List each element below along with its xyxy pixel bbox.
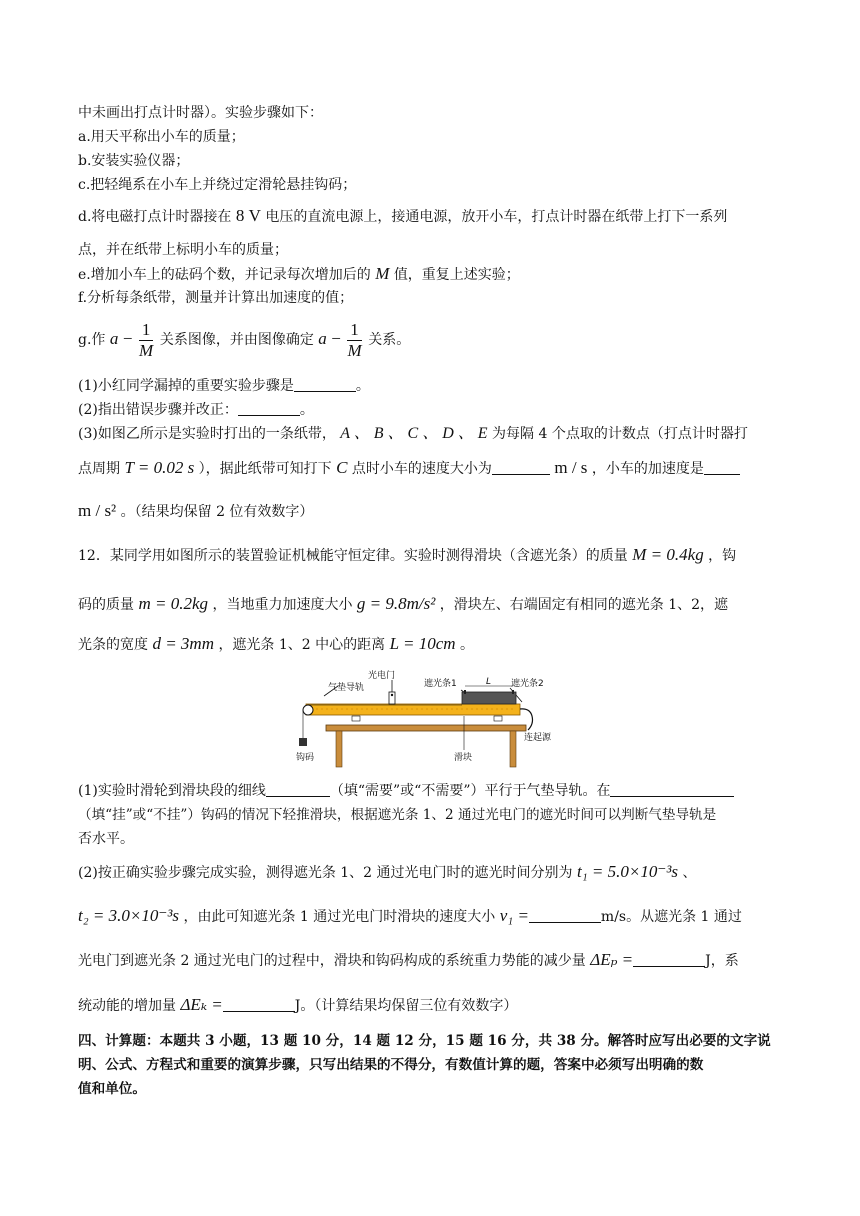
numerator: 1 xyxy=(139,320,154,341)
text: (3)如图乙所示是实验时打出的一条纸带， xyxy=(78,426,336,442)
answer-blank[interactable] xyxy=(633,952,705,967)
text: 关系。 xyxy=(368,332,411,348)
table-leg xyxy=(510,731,516,767)
math-distance: L = 10cm xyxy=(389,634,456,653)
math-delta-Ek: ΔEₖ = xyxy=(180,995,223,1014)
text: 为每隔 4 个点取的计数点（打点计时器打 xyxy=(492,426,748,442)
step-e xyxy=(78,264,784,285)
text: ，滑块左、右端固定有相同的遮光条 1、2，遮 xyxy=(439,597,729,613)
math-mass-m: m = 0.2kg xyxy=(138,594,208,613)
text: 关系图像，并由图像确定 xyxy=(159,332,314,348)
answer-blank[interactable] xyxy=(223,997,295,1012)
step-d xyxy=(78,206,784,227)
text: 值和单位。 xyxy=(78,1081,146,1097)
step-c xyxy=(78,175,784,195)
text: (1)实验时滑轮到滑块段的细线 xyxy=(78,783,266,799)
math-C: C xyxy=(336,458,348,477)
sub-question-1-end xyxy=(78,829,784,849)
hanging-weight xyxy=(299,738,307,746)
answer-blank[interactable] xyxy=(238,401,300,416)
table-leg xyxy=(336,731,342,767)
table-top xyxy=(326,725,526,731)
light-strip-2 xyxy=(512,690,514,694)
label-L: L xyxy=(486,677,492,687)
math-a: a xyxy=(318,329,327,348)
step-b xyxy=(78,151,784,171)
fraction-1-over-M xyxy=(347,320,362,361)
text: 。 xyxy=(460,637,475,653)
text: （填“挂”或“不挂”）钩码的情况下轻推滑块，根据遮光条 1、2 通过光电门的遮光时间可以判断气垫导轨是 xyxy=(78,807,717,823)
problem-12 xyxy=(78,545,784,566)
text: g.作 xyxy=(78,332,106,348)
text: 值，重复上述实验； xyxy=(393,267,520,283)
text: 点周期 xyxy=(78,461,120,477)
label-weight: 钩码 xyxy=(296,753,315,763)
text: 12．某同学用如图所示的装置验证机械能守恒定律。实验时测得滑块（含遮光条）的质量 xyxy=(78,548,628,564)
question-1 xyxy=(78,376,784,396)
photogate-sensor xyxy=(391,694,393,696)
math-M: M xyxy=(375,264,390,283)
text: b.安装实验仪器； xyxy=(78,153,190,169)
text: 、 xyxy=(682,865,697,881)
text: 统动能的增加量 xyxy=(78,998,176,1014)
sub-question-2 xyxy=(78,862,784,883)
math-width: d = 3mm xyxy=(152,634,214,653)
section-4-heading xyxy=(78,1031,784,1051)
step-d-cont xyxy=(78,240,784,260)
light-strip-1 xyxy=(464,690,466,694)
section-4-heading-end xyxy=(78,1079,784,1099)
text: f.分析每条纸带，测量并计算出加速度的值； xyxy=(78,290,354,306)
math-gravity: g = 9.8m/s² xyxy=(356,594,436,613)
text: m/s。从遮光条 1 通过 xyxy=(600,909,742,925)
answer-blank[interactable] xyxy=(610,782,734,797)
math-points: A 、 B 、 C 、 D 、 E xyxy=(340,425,488,442)
label-slider: 滑块 xyxy=(454,753,473,763)
text: ，由此可知遮光条 1 通过光电门时滑块的速度大小 xyxy=(183,909,496,925)
math-t2: t₂ = 3.0×10⁻³s xyxy=(78,906,180,925)
text: 。 xyxy=(355,378,370,394)
question-3-end xyxy=(78,501,784,522)
air-track xyxy=(306,704,520,715)
math-unit: m / s² xyxy=(78,501,117,520)
text: （填“需要”或“不需要”）平行于气垫导轨。在 xyxy=(329,783,611,799)
text: ，钩 xyxy=(708,548,737,564)
question-3-cont xyxy=(78,458,784,479)
answer-blank[interactable] xyxy=(294,377,356,392)
math-v1: v₁ = xyxy=(499,906,529,925)
math-t1: t₁ = 5.0×10⁻³s xyxy=(577,862,679,881)
track-foot xyxy=(352,716,360,721)
math-unit: m / s xyxy=(554,458,588,477)
math-minus: − xyxy=(331,329,341,348)
text: 点，并在纸带上标明小车的质量； xyxy=(78,242,288,258)
text: 四、计算题：本题共 3 小题，13 题 10 分，14 题 12 分，15 题 16 分，共 38 分。解答时应写出必要的文字说 xyxy=(78,1033,771,1049)
fraction-1-over-M xyxy=(139,320,154,361)
text: a.用天平称出小车的质量； xyxy=(78,129,245,145)
math-mass-M: M = 0.4kg xyxy=(632,545,704,564)
sub-question-2-cont xyxy=(78,906,784,927)
text: (1)小红同学漏掉的重要实验步骤是 xyxy=(78,378,294,394)
pulley xyxy=(303,705,313,715)
label-photogate: 光电门 xyxy=(368,671,396,681)
answer-blank[interactable] xyxy=(704,460,740,475)
text: ，遮光条 1、2 中心的距离 xyxy=(218,637,386,653)
text: 。（结果均保留 2 位有效数字） xyxy=(120,504,314,520)
sub-question-1-cont xyxy=(78,805,784,825)
text: 中未画出打点计时器）。实验步骤如下： xyxy=(78,105,323,121)
text: J。（计算结果均保留三位有效数字） xyxy=(294,998,518,1014)
numerator: 1 xyxy=(347,320,362,341)
text: c.把轻绳系在小车上并绕过定滑轮悬挂钩码； xyxy=(78,177,357,193)
sub-question-1 xyxy=(78,781,784,801)
text: ，小车的加速度是 xyxy=(591,461,704,477)
track-foot xyxy=(494,716,502,721)
photogate xyxy=(389,692,395,704)
text: 光电门到遮光条 2 通过光电门的过程中，滑块和钩码构成的系统重力势能的减少量 xyxy=(78,953,586,969)
math-voltage: 8 V xyxy=(235,206,261,225)
label-air-track: 气垫导轨 xyxy=(328,683,365,693)
text-line xyxy=(78,103,784,123)
sub-question-2-end xyxy=(78,995,784,1016)
denominator: M xyxy=(139,340,154,360)
step-f xyxy=(78,288,784,308)
air-track-apparatus-figure xyxy=(296,668,562,770)
text: d.将电磁打点计时器接在 xyxy=(78,209,232,225)
label-strip-2: 遮光条2 xyxy=(511,679,544,689)
text: ），据此纸带可知打下 xyxy=(198,461,332,477)
text: 光条的宽度 xyxy=(78,637,148,653)
text: 。 xyxy=(299,402,314,418)
label-air-source: 连起源 xyxy=(524,733,552,743)
math-a: a xyxy=(109,329,119,348)
math-delta-Ep: ΔEₚ = xyxy=(590,950,634,969)
answer-blank[interactable] xyxy=(529,908,601,923)
text: (2)指出错误步骤并改正： xyxy=(78,402,238,418)
text: 明、公式、方程式和重要的演算步骤，只写出结果的不得分，有数值计算的题，答案中必须写出明确的数 xyxy=(78,1057,704,1073)
step-a xyxy=(78,127,784,147)
answer-blank[interactable] xyxy=(492,460,550,475)
text: e.增加小车上的砝码个数，并记录每次增加后的 xyxy=(78,267,371,283)
question-2 xyxy=(78,400,784,420)
text: 否水平。 xyxy=(78,831,134,847)
sub-question-2-cont2 xyxy=(78,950,784,971)
math-period: T = 0.02 s xyxy=(124,458,195,477)
question-3 xyxy=(78,424,784,444)
denominator: M xyxy=(347,340,362,360)
section-4-heading-cont xyxy=(78,1055,784,1075)
text: 点时小车的速度大小为 xyxy=(351,461,492,477)
text: (2)按正确实验步骤完成实验，测得遮光条 1、2 通过光电门时的遮光时间分别为 xyxy=(78,865,573,881)
problem-12-cont xyxy=(78,594,784,615)
text: 电压的直流电源上，接通电源，放开小车，打点计时器在纸带上打下一系列 xyxy=(265,209,728,225)
text: ，当地重力加速度大小 xyxy=(212,597,353,613)
slider-block xyxy=(462,692,516,704)
answer-blank[interactable] xyxy=(266,782,330,797)
step-g xyxy=(78,318,784,364)
math-minus: − xyxy=(122,329,133,348)
text: J，系 xyxy=(705,953,739,969)
text: 码的质量 xyxy=(78,597,134,613)
problem-12-cont2 xyxy=(78,634,784,655)
label-strip-1: 遮光条1 xyxy=(424,679,457,689)
